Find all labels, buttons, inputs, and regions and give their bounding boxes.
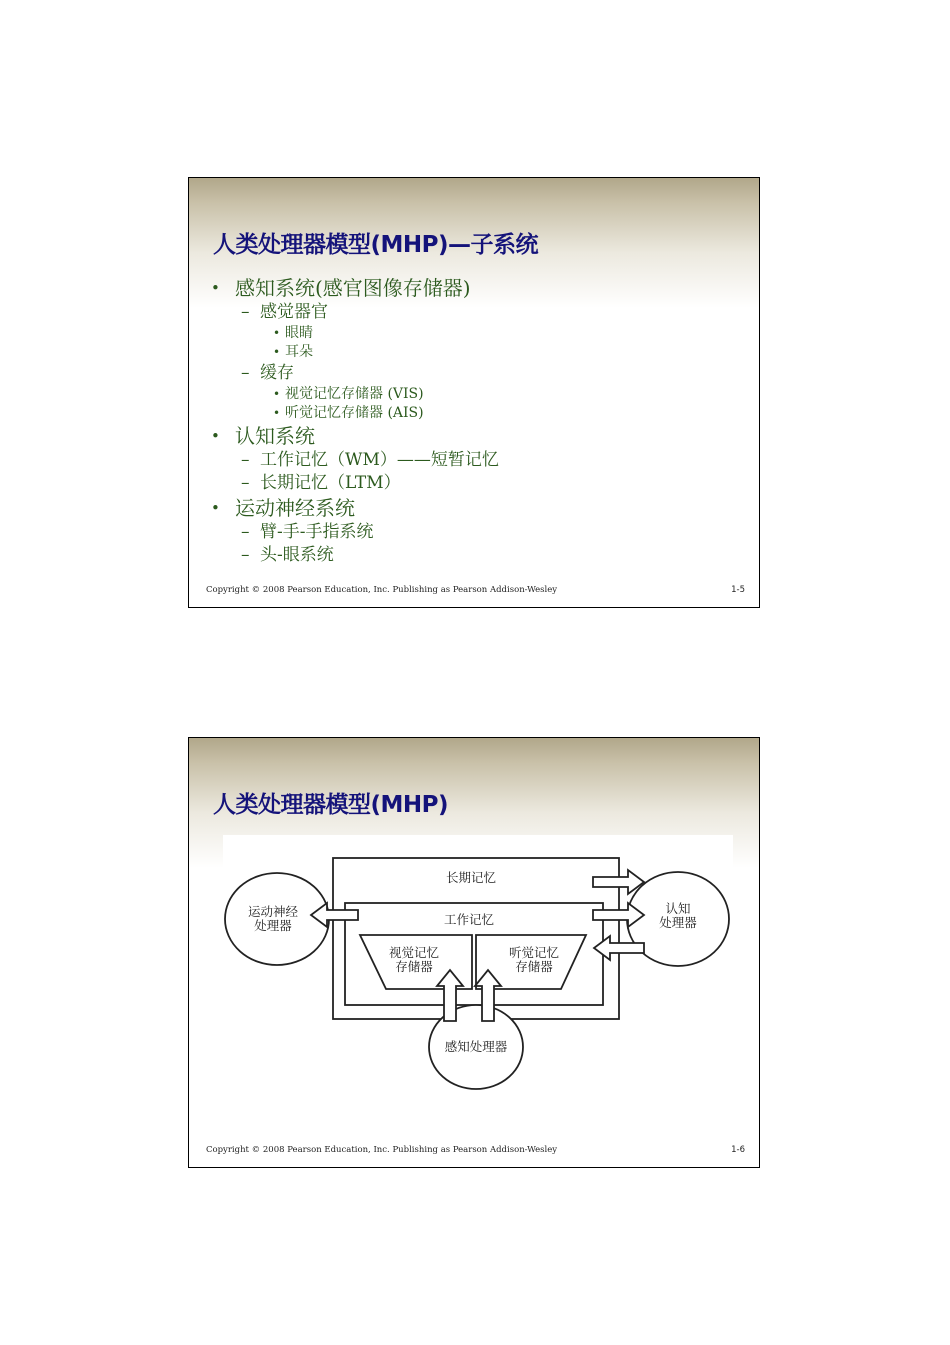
cognitive-processor-label-2: 处理器 xyxy=(659,915,697,930)
bullet-motor-system: • 运动神经系统 xyxy=(211,496,355,520)
perceptual-processor-label: 感知处理器 xyxy=(444,1039,508,1054)
bullet-long-term-memory: – 长期记忆（LTM） xyxy=(241,473,401,493)
motor-processor-label-1: 运动神经 xyxy=(247,904,299,919)
bullet-arm-hand-finger: – 臂-手-手指系统 xyxy=(241,522,374,542)
working-memory-label: 工作记忆 xyxy=(443,912,495,927)
slide-title: 人类处理器模型(MHP) xyxy=(213,792,449,818)
visual-store-label-2: 存储器 xyxy=(395,959,433,974)
bullet-ears: • 耳朵 xyxy=(273,344,313,360)
bullet-cognitive-system: • 认知系统 xyxy=(211,424,315,448)
bullet-eyes: • 眼睛 xyxy=(273,325,313,341)
slide-mhp-diagram xyxy=(188,737,760,1168)
bullet-head-eye: – 头-眼系统 xyxy=(241,545,334,565)
motor-processor-label-2: 处理器 xyxy=(254,918,292,933)
cognitive-processor-label-1: 认知 xyxy=(665,901,691,916)
page-number: 1-6 xyxy=(731,1145,745,1155)
bullet-vis: • 视觉记忆存储器 (VIS) xyxy=(273,386,424,402)
bullet-buffer: – 缓存 xyxy=(241,363,294,383)
long-term-memory-label: 长期记忆 xyxy=(445,870,497,885)
bullet-working-memory: – 工作记忆（WM）——短暂记忆 xyxy=(241,450,499,470)
bullet-list xyxy=(211,275,499,567)
copyright-footer: Copyright © 2008 Pearson Education, Inc. Publishing as Pearson Addison-Wesley xyxy=(206,585,558,595)
bullet-sense-organs: – 感觉器官 xyxy=(241,302,328,322)
copyright-footer: Copyright © 2008 Pearson Education, Inc. Publishing as Pearson Addison-Wesley xyxy=(206,1145,558,1155)
mhp-diagram xyxy=(223,835,733,1100)
auditory-store-label-1: 听觉记忆 xyxy=(508,945,560,960)
bullet-perceptual-system: • 感知系统(感官图像存储器) xyxy=(211,276,471,300)
page-number: 1-5 xyxy=(731,585,745,595)
auditory-store-label-2: 存储器 xyxy=(515,959,553,974)
visual-store-label-1: 视觉记忆 xyxy=(388,945,440,960)
slide-mhp-subsystems xyxy=(188,177,760,608)
slide-title: 人类处理器模型(MHP)—子系统 xyxy=(213,232,539,258)
bullet-ais: • 听觉记忆存储器 (AIS) xyxy=(273,405,424,421)
